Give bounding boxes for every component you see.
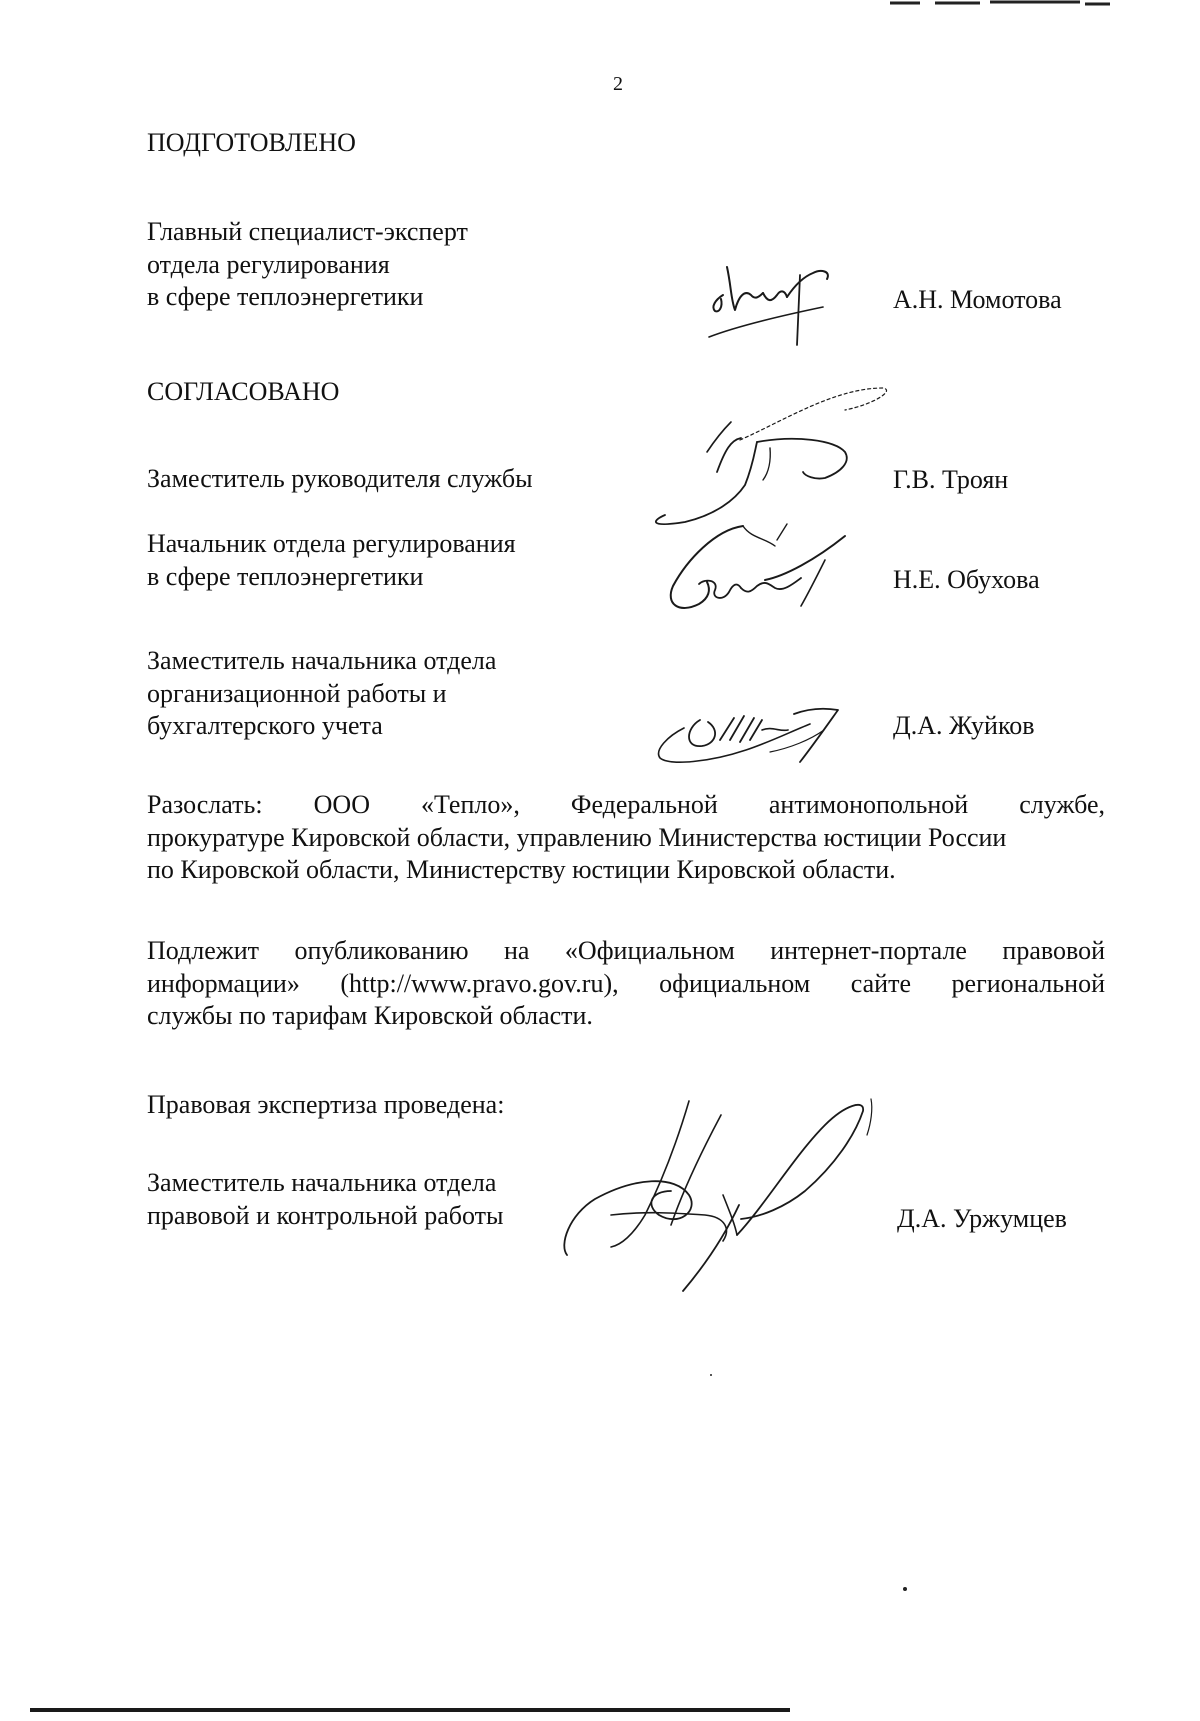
- agreed-name-1: Г.В. Троян: [893, 465, 1009, 494]
- legal-review-heading: Правовая экспертиза проведена:: [147, 1090, 505, 1119]
- scan-artifact-bottom: [30, 1708, 790, 1712]
- agreed-position-line: Начальник отдела регулирования: [147, 529, 516, 558]
- agreed-position-3: [147, 645, 707, 743]
- signature-troyan: [645, 380, 895, 530]
- agreed-position-line: Заместитель руководителя службы: [147, 464, 533, 493]
- signature-momotova: [705, 255, 845, 355]
- agreed-position-2: [147, 528, 707, 593]
- agreed-name-2: Н.Е. Обухова: [893, 565, 1040, 594]
- legal-review-name: Д.А. Уржумцев: [897, 1204, 1067, 1233]
- publication-line: информации» (http://www.pravo.gov.ru), официальном сайте региональной: [147, 968, 1105, 998]
- signature-obukhova: [665, 520, 865, 620]
- publication-line: Подлежит опубликованию на «Официальном интернет-портале правовой: [147, 936, 1105, 965]
- scan-speck: [710, 1374, 712, 1376]
- legal-review-position-line: правовой и контрольной работы: [147, 1200, 504, 1230]
- prepared-position: [147, 216, 667, 314]
- agreed-position-line: бухгалтерского учета: [147, 711, 383, 740]
- publication-line: службы по тарифам Кировской области.: [147, 1001, 593, 1030]
- prepared-position-line: отдела регулирования: [147, 249, 390, 279]
- signature-urzhumtsev: [555, 1095, 885, 1295]
- distribution-line: по Кировской области, Министерству юстиции Кировской области.: [147, 855, 896, 884]
- prepared-heading: ПОДГОТОВЛЕНО: [147, 128, 356, 157]
- distribution-paragraph: [147, 789, 1105, 887]
- agreed-position-line: в сфере теплоэнергетики: [147, 561, 424, 591]
- page-number: 2: [613, 73, 623, 95]
- agreed-name-3: Д.А. Жуйков: [893, 711, 1035, 740]
- scan-artifact-top: [880, 0, 1140, 6]
- agreed-position-1: [147, 463, 667, 496]
- prepared-position-line: в сфере теплоэнергетики: [147, 282, 424, 311]
- publication-paragraph: [147, 935, 1105, 1033]
- scan-speck: [903, 1587, 907, 1591]
- prepared-name: А.Н. Момотова: [893, 285, 1062, 314]
- agreed-position-line: организационной работы и: [147, 678, 447, 708]
- prepared-position-line: Главный специалист-эксперт: [147, 217, 468, 246]
- legal-review-position-line: Заместитель начальника отдела: [147, 1168, 497, 1197]
- distribution-line: Разослать: ООО «Тепло», Федеральной антимонопольной службе,: [147, 790, 1105, 819]
- agreed-heading: СОГЛАСОВАНО: [147, 377, 340, 406]
- signature-zhuykov: [650, 700, 850, 770]
- distribution-line: прокуратуре Кировской области, управлению Министерства юстиции России: [147, 822, 1007, 852]
- agreed-position-line: Заместитель начальника отдела: [147, 646, 497, 675]
